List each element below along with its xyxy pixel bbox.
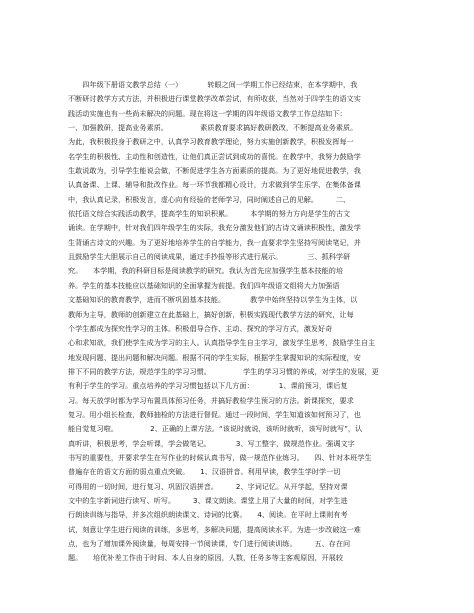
document-page [68, 78, 408, 566]
text-line: 点，也为了增加课外阅读量，每周安排一节阅读课，专门进行阅读训练。 五、存在问 [68, 539, 351, 548]
text-line: 普遍存在的语文方面的弱点重点突破。 1、汉语拼音。利用早读，教学生学时学一切 [68, 467, 341, 477]
text-line: 复习。用小组长检查，教师抽检的方法进行督促。通过一段时间，学生知道该如何预习了，也 [68, 409, 361, 419]
text-line: 究。 本学期，我的科研目标是阅读教学的研究。我认为首先应加强学生基本技能的培 [68, 266, 344, 276]
text-line: 习。每天放学时都为学习布置具体预习任务，并搞好教检学生预习的方法。新课探究，要求 [68, 395, 354, 405]
text-line: 为此，我积极投身于教研之中，认真学习教育教学理论，努力实施创新教学，积极发挥每一 [68, 137, 354, 147]
text-line: 生背诵古诗文的兴趣。为了更好地培养学生的自学能力，我一直要求学生坚持写阅读笔记，并 [68, 237, 361, 247]
text-line: 文基础知识的教育教学，进而不断巩固基本技能。 教学中始终坚持以学生为主体，以 [68, 295, 358, 305]
text-line: 诵读。在学期中，针对我们四年级学生的实际，我充分激发他们的古诗文诵读积极性，激发学 [68, 223, 361, 233]
text-line: 可得用的一切时间，进行复习、巩固汉语拼音。 2、字词记忆。从开学起，坚持对课 [68, 481, 348, 491]
text-line: 有利于学生的学习。重点培养的学习习惯包括以下几方面： 1、课前预习，课后复 [68, 381, 348, 391]
text-line: 书写的重要性，并要求学生在写作业的时候认真书写，做一规范作业练习。 四、针对本班学生 [68, 452, 372, 462]
text-line: 依托语文综合实践活动教学，提高学生的知识积累。 本学期的努力方向是学生的古文 [68, 209, 351, 219]
text-line: 践活动实施也有一些尚未解决的问题。现在将这一学期的四年级语文教学工作总结如下： [68, 108, 347, 118]
text-line: 地发现问题、提出问题和解决问题。根据不同的学生实际，根据学生掌握知识的实际程度，安 [68, 352, 361, 362]
text-line: 行朗读训练与指导，并多次组织朗读课文、诗词的比赛。 4、阅读。在平时上课则有考 [68, 510, 348, 520]
text-line: 不断研讨教学方式方法，并积极进行课堂教学改革尝试，有所收获，当然对于四学生的语文实 [68, 94, 361, 104]
text-line: 个学生都成为探究性学习的主体。积极倡导合作、主动、探究的学习方式，激发好奇 [68, 323, 333, 333]
text-line: 排下不同的教学方法，规范学生的学习习惯。 学生的学习习惯的养成，对学生的发展，更 [68, 366, 379, 376]
text-line: 认真备课、上课、辅导和批改作业。每一环节我都精心设计，力求做到学生乐学、在集体备课 [68, 180, 361, 190]
text-line: 养。学生的基本技能应以基础知识的全面掌握为前提。我们四年级语文组将大力加强语 [68, 280, 340, 290]
text-line: 文中的生字新词进行读写、听写。 3、课文朗读。课堂上用了大量的时间，对学生进 [68, 495, 348, 505]
text-line: 心和求知欲，我们使学生成为学习的主人。认真指导学生自主学习，激发学生思考，鼓励学生自主 [68, 338, 376, 348]
text-line: 试，刻意让学生进行阅读的训练，多思考，多解决问题，提高阅读水平。为进一步改破这一难 [68, 524, 361, 534]
text-line: 名学生的积极性、主动性和创造性，让他们真正尝试到成功的喜悦。在教学中，我努力鼓励学 [68, 151, 361, 161]
text-line: 生敢说敢为，引导学生能说会做，不断促进学生各方面素质的提高。为了更好地促进教学，我 [68, 166, 361, 176]
text-line: 题。 培优补差工作由于时间、本人自身的原因，人数，任务多等主客观原因，开展较 [68, 553, 344, 563]
text-line: 中，我认真记录，积极发言，虚心向有经验的老师学习，同时阐述自己的见解。 二、 [68, 194, 351, 204]
text-line: 教师为主导，教师的创新建立在此基础上，搞好创新，积极实践现代教学方法的研究，让每 [68, 309, 354, 319]
text-line: 一、加强教研，提高业务素质。 素质教育要求搞好教研教改，不断提高业务素质。 [68, 123, 358, 133]
text-line: 真听讲，积极思考，学会听课，学会做笔记。 3、写工整字，做规范作业。强调文字 [68, 438, 355, 448]
text-line: 能自觉复习啦。 2、正确的上课方法。“该说时就说，该听时就听，该写时就写”，认 [68, 424, 363, 434]
text-line: 且鼓励学生大胆展示自己的阅读成果，通过手抄报等形式进行展示。 三、抓科学研 [68, 252, 351, 262]
text-line: 四年级下册语文教学总结（一） 转眼之间一学期工作已经结束，在本学期中，我 [68, 80, 358, 89]
